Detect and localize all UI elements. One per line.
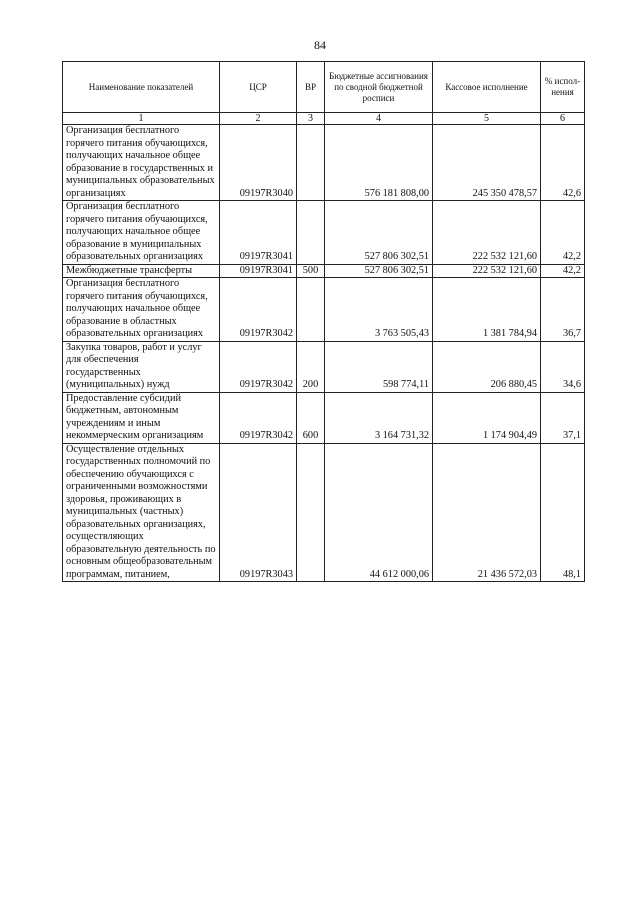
row-vr-code xyxy=(297,125,325,201)
row-name: Организация бесплатного горячего питания обучающихся, получающих начальное общее образование в государственных и муниципальных образовательных организациях xyxy=(63,125,220,201)
row-cash-execution: 21 436 572,03 xyxy=(433,443,541,582)
row-assignments: 527 806 302,51 xyxy=(325,201,433,265)
row-name: Осуществление отдельных государственных полномочий по обеспечению обучающихся с ограниченными возможностями здоровья, проживающих в муниципальных (частных) образовательных организациях, осуществляющих образовательную деятельность по основным общеобразовательным программам, питанием, xyxy=(63,443,220,582)
row-csr-code: 09197R3042 xyxy=(220,341,297,392)
row-cash-execution: 222 532 121,60 xyxy=(433,201,541,265)
row-percent: 42,2 xyxy=(541,201,585,265)
header-csr: ЦСР xyxy=(220,62,297,113)
header-name: Наименование показателей xyxy=(63,62,220,113)
row-name: Предоставление субсидий бюджетным, автономным учреждениям и иным некоммерческим организациям xyxy=(63,392,220,443)
row-percent: 48,1 xyxy=(541,443,585,582)
row-assignments: 576 181 808,00 xyxy=(325,125,433,201)
header-percent-execution: % испол-нения xyxy=(541,62,585,113)
row-assignments: 3 763 505,43 xyxy=(325,278,433,342)
row-percent: 42,6 xyxy=(541,125,585,201)
column-number: 3 xyxy=(297,113,325,125)
row-cash-execution: 245 350 478,57 xyxy=(433,125,541,201)
row-vr-code xyxy=(297,278,325,342)
table-row xyxy=(63,125,585,201)
row-csr-code: 09197R3042 xyxy=(220,392,297,443)
row-vr-code: 600 xyxy=(297,392,325,443)
header-row xyxy=(63,62,585,113)
column-number: 4 xyxy=(325,113,433,125)
row-cash-execution: 1 381 784,94 xyxy=(433,278,541,342)
table-row xyxy=(63,443,585,582)
table-row xyxy=(63,341,585,392)
row-vr-code xyxy=(297,201,325,265)
row-name: Межбюджетные трансферты xyxy=(63,264,220,278)
row-assignments: 527 806 302,51 xyxy=(325,264,433,278)
row-vr-code xyxy=(297,443,325,582)
column-number: 2 xyxy=(220,113,297,125)
row-percent: 42,2 xyxy=(541,264,585,278)
budget-table xyxy=(62,61,585,582)
column-number: 6 xyxy=(541,113,585,125)
row-percent: 37,1 xyxy=(541,392,585,443)
row-percent: 36,7 xyxy=(541,278,585,342)
row-name: Закупка товаров, работ и услуг для обеспечения государственных (муниципальных) нужд xyxy=(63,341,220,392)
row-assignments: 598 774,11 xyxy=(325,341,433,392)
table-row xyxy=(63,201,585,265)
row-vr-code: 500 xyxy=(297,264,325,278)
row-assignments: 3 164 731,32 xyxy=(325,392,433,443)
row-csr-code: 09197R3043 xyxy=(220,443,297,582)
row-csr-code: 09197R3042 xyxy=(220,278,297,342)
table-row xyxy=(63,392,585,443)
header-assignments: Бюджетные ассигнования по сводной бюджетной росписи xyxy=(325,62,433,113)
row-cash-execution: 1 174 904,49 xyxy=(433,392,541,443)
row-name: Организация бесплатного горячего питания обучающихся, получающих начальное общее образование в областных образовательных организациях xyxy=(63,278,220,342)
row-name: Организация бесплатного горячего питания обучающихся, получающих начальное общее образование в муниципальных образовательных организациях xyxy=(63,201,220,265)
row-csr-code: 09197R3041 xyxy=(220,201,297,265)
column-number-row xyxy=(63,113,585,125)
page-number: 84 xyxy=(314,38,326,52)
column-number: 1 xyxy=(63,113,220,125)
row-csr-code: 09197R3040 xyxy=(220,125,297,201)
row-assignments: 44 612 000,06 xyxy=(325,443,433,582)
header-cash-execution: Кассовое исполнение xyxy=(433,62,541,113)
row-cash-execution: 206 880,45 xyxy=(433,341,541,392)
row-cash-execution: 222 532 121,60 xyxy=(433,264,541,278)
row-percent: 34,6 xyxy=(541,341,585,392)
row-csr-code: 09197R3041 xyxy=(220,264,297,278)
table-row xyxy=(63,264,585,278)
header-vr: ВР xyxy=(297,62,325,113)
row-vr-code: 200 xyxy=(297,341,325,392)
column-number: 5 xyxy=(433,113,541,125)
table-row xyxy=(63,278,585,342)
